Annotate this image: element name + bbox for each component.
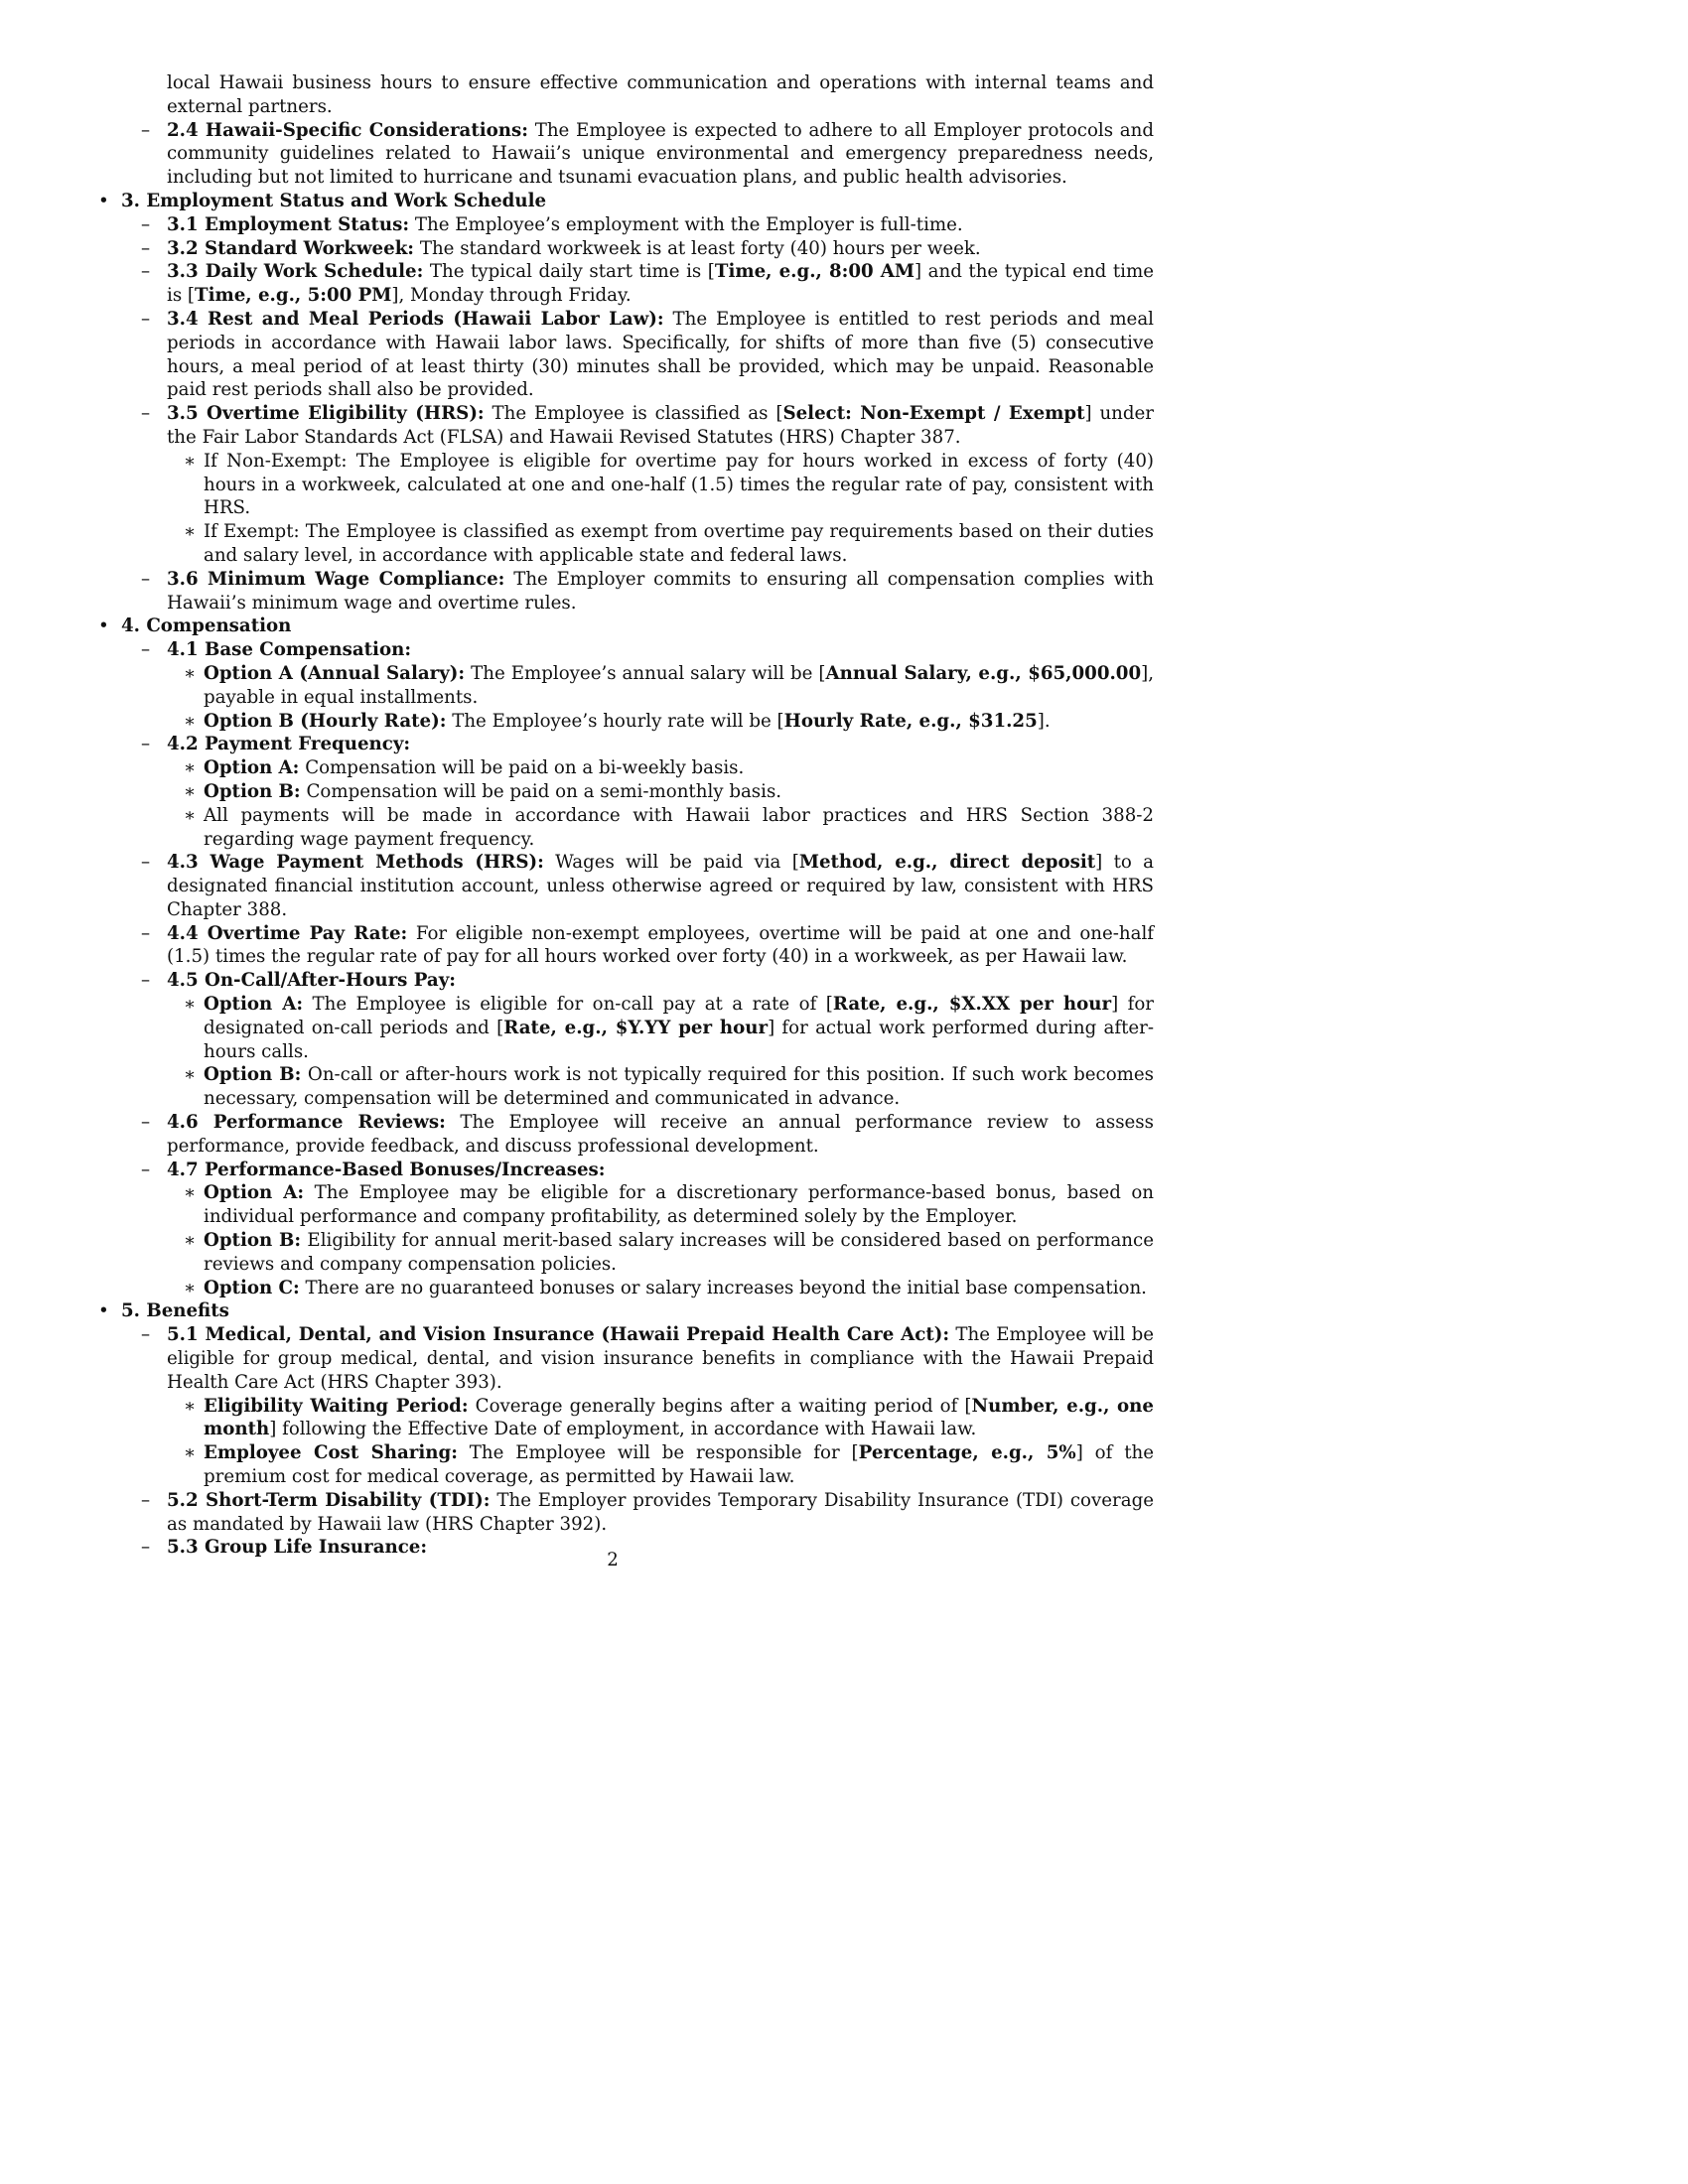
section-5-1 [95, 1323, 1154, 1489]
dash-marker: – [141, 119, 151, 141]
bullet-marker: • [98, 615, 109, 637]
item-text: On-call or after-hours work is not typically required for this position. If such work becomes necessary, compensation will be determined and communicated in advance. [204, 1064, 1154, 1110]
section-text: The Employee will be eligible for group medical, dental, and vision insurance benefits in compliance with the Hawaii Prepaid Health Care Act (HRS Chapter 393). [167, 1324, 1154, 1393]
section-text: The Employee will receive an annual performance review to assess performance, provide feedback, and discuss professional development. [167, 1112, 1154, 1157]
item-text: There are no guaranteed bonuses or salary increases beyond the initial base compensation. [305, 1277, 1147, 1298]
asterisk-marker: ∗ [184, 450, 197, 472]
item-text: The Employee will be responsible for [ [469, 1442, 859, 1464]
dash-marker: – [141, 213, 151, 235]
item-text: If Exempt: The Employee is classified as exempt from overtime pay requirements based on their duties and salary level, in accordance with applicable state and federal laws. [204, 521, 1154, 566]
option-label: Option B: [204, 1230, 302, 1252]
item-text: ] of the premium cost for medical coverage, as permitted by Hawaii law. [204, 1442, 1154, 1488]
section-text: The Employee is expected to adhere to all Employer protocols and community guidelines related to Hawaii’s unique environmental and emergency preparedness needs, including but not limited to hurricane and tsunami evacuation plans, and public health advisories. [167, 119, 1154, 189]
asterisk-marker: ∗ [184, 780, 197, 802]
sections-list [95, 190, 1154, 1560]
asterisk-marker: ∗ [184, 757, 197, 779]
item-text: ]. [1037, 710, 1051, 732]
placeholder-field: Rate, e.g., $X.XX per hour [832, 994, 1112, 1016]
section-title: 4.6 Performance Reviews: [167, 1112, 446, 1134]
section-title: 3.3 Daily Work Schedule: [167, 261, 424, 283]
section-3 [95, 190, 1154, 614]
section-text: The Employee’s employment with the Employer is full-time. [414, 213, 963, 235]
section-title: 5.2 Short-Term Disability (TDI): [167, 1489, 491, 1511]
section-4-2 [95, 733, 1154, 851]
asterisk-marker: ∗ [184, 1442, 197, 1464]
dash-marker: – [141, 261, 151, 283]
list-item [167, 1181, 1154, 1229]
list-item [167, 1229, 1154, 1277]
list-item [167, 780, 1154, 804]
option-label: Option A (Annual Salary): [204, 662, 466, 684]
list-item [167, 520, 1154, 568]
list-item [167, 662, 1154, 710]
list-item [167, 1277, 1154, 1300]
dash-marker: – [141, 403, 151, 425]
asterisk-marker: ∗ [184, 994, 197, 1016]
placeholder-field: Rate, e.g., $Y.YY per hour [503, 1017, 769, 1038]
section-title: 4.3 Wage Payment Methods (HRS): [167, 852, 544, 874]
section-text: For eligible non-exempt employees, overtime will be paid at one and one-half (1.5) times the regular rate of pay for all hours worked over forty (40) in a workweek, as per Hawaii law. [167, 922, 1154, 968]
section-text: The Employer provides Temporary Disability Insurance (TDI) coverage as mandated by Hawaii law (HRS Chapter 392). [167, 1489, 1154, 1535]
list-item [167, 993, 1154, 1063]
asterisk-marker: ∗ [184, 1064, 197, 1086]
section-4-3 [95, 851, 1154, 921]
dash-marker: – [141, 1159, 151, 1180]
placeholder-field: Annual Salary, e.g., $65,000.00 [825, 662, 1142, 684]
section-3-5 [95, 402, 1154, 568]
item-text: ] for actual work performed during after-hours calls. [204, 1017, 1154, 1062]
dash-marker: – [141, 308, 151, 330]
section-4-4 [95, 922, 1154, 970]
option-label: Option B: [204, 780, 301, 802]
section-3-4 [95, 308, 1154, 402]
option-label: Employee Cost Sharing: [204, 1442, 458, 1464]
option-label: Option B (Hourly Rate): [204, 710, 447, 732]
section-4-1 [95, 638, 1154, 733]
section-title: 4.1 Base Compensation: [167, 639, 412, 661]
section-heading: 5. Benefits [121, 1300, 229, 1322]
section-title: 5.1 Medical, Dental, and Vision Insurance (Hawaii Prepaid Health Care Act): [167, 1324, 950, 1346]
placeholder-field: Percentage, e.g., 5% [858, 1442, 1076, 1464]
option-label: Option A: [204, 994, 304, 1016]
bullet-marker: • [98, 1300, 109, 1322]
list-item [167, 1063, 1154, 1111]
list-item [167, 450, 1154, 520]
section-3-6 [95, 568, 1154, 615]
section-title: 4.4 Overtime Pay Rate: [167, 922, 408, 944]
item-text: The Employee’s annual salary will be [ [471, 662, 826, 684]
item-text: Compensation will be paid on a bi-weekly basis. [305, 757, 745, 779]
dash-marker: – [141, 237, 151, 259]
section-title: 3.2 Standard Workweek: [167, 237, 415, 259]
asterisk-marker: ∗ [184, 1277, 197, 1298]
section-3-2 [95, 237, 1154, 261]
list-item [167, 804, 1154, 852]
section-title: 3.1 Employment Status: [167, 213, 410, 235]
dash-marker: – [141, 1112, 151, 1134]
section-text: The Employer commits to ensuring all compensation complies with Hawaii’s minimum wage and overtime rules. [167, 568, 1154, 614]
section-title: 3.5 Overtime Eligibility (HRS): [167, 403, 485, 425]
section-title: 4.5 On-Call/After-Hours Pay: [167, 970, 456, 992]
section-text: ] under the Fair Labor Standards Act (FLSA) and Hawaii Revised Statutes (HRS) Chapter 387. [167, 403, 1154, 448]
section-text: ] and the typical end time is [ [167, 261, 1154, 307]
item-text: Eligibility for annual merit-based salary increases will be considered based on performance reviews and company compensation policies. [204, 1230, 1154, 1275]
option-label: Option C: [204, 1277, 300, 1298]
list-item [167, 1441, 1154, 1489]
item-text: ], payable in equal installments. [204, 662, 1155, 708]
option-label: Option A: [204, 1182, 305, 1204]
item-text: If Non-Exempt: The Employee is eligible for overtime pay for hours worked in excess of forty (40) hours in a workweek, calculated at one and one-half (1.5) times the regular rate of pay, consistent with HRS. [204, 450, 1154, 519]
item-text: Coverage generally begins after a waiting period of [ [475, 1395, 972, 1417]
continued-paragraph: local Hawaii business hours to ensure effective communication and operations with internal teams and external partners. [167, 72, 1154, 117]
section-text: Wages will be paid via [ [555, 852, 799, 874]
section-text: The Employee is classified as [ [492, 403, 783, 425]
item-text: The Employee may be eligible for a discretionary performance-based bonus, based on individual performance and company profitability, as determined solely by the Employer. [204, 1182, 1154, 1228]
dash-marker: – [141, 852, 151, 874]
dash-marker: – [141, 922, 151, 944]
dash-marker: – [141, 639, 151, 661]
item-text: The Employee is eligible for on-call pay at a rate of [ [312, 994, 833, 1016]
section-text: The standard workweek is at least forty (40) hours per week. [419, 237, 981, 259]
section-heading: 4. Compensation [121, 615, 292, 637]
dash-marker: – [141, 734, 151, 755]
section-title: 5.3 Group Life Insurance: [167, 1537, 428, 1559]
section-3-3 [95, 260, 1154, 308]
list-item [167, 1395, 1154, 1442]
option-label: Option B: [204, 1064, 302, 1086]
dash-marker: – [141, 970, 151, 992]
asterisk-marker: ∗ [184, 710, 197, 732]
section-5 [95, 1299, 1154, 1560]
item-text: All payments will be made in accordance with Hawaii labor practices and HRS Section 388-2 regarding wage payment frequency. [204, 804, 1154, 850]
asterisk-marker: ∗ [184, 1182, 197, 1204]
page-number: 2 [607, 1550, 619, 1570]
section-text: ] to a designated financial institution account, unless otherwise agreed or required by law, consistent with HRS Chapter 388. [167, 852, 1154, 920]
section-title: 3.6 Minimum Wage Compliance: [167, 568, 505, 590]
section-4-5 [95, 969, 1154, 1111]
dash-marker: – [141, 1489, 151, 1511]
asterisk-marker: ∗ [184, 1395, 197, 1417]
section-title: 3.4 Rest and Meal Periods (Hawaii Labor Law): [167, 308, 664, 330]
placeholder-field: Select: Non-Exempt / Exempt [782, 403, 1085, 425]
list-item [167, 710, 1154, 734]
dash-marker: – [141, 1537, 151, 1559]
section-4-6 [95, 1111, 1154, 1159]
page-content [95, 71, 1154, 1560]
dash-marker: – [141, 1324, 151, 1346]
section-3-1 [95, 213, 1154, 237]
section-title: 2.4 Hawaii-Specific Considerations: [167, 119, 528, 141]
placeholder-field: Hourly Rate, e.g., $31.25 [783, 710, 1038, 732]
section-heading: 3. Employment Status and Work Schedule [121, 190, 547, 211]
asterisk-marker: ∗ [184, 521, 197, 543]
section-text: ], Monday through Friday. [391, 285, 632, 307]
placeholder-field: Time, e.g., 8:00 AM [714, 261, 915, 283]
bullet-marker: • [98, 190, 109, 211]
placeholder-field: Number, e.g., one month [204, 1395, 1154, 1440]
item-text: Compensation will be paid on a semi-monthly basis. [306, 780, 782, 802]
section-4-7 [95, 1159, 1154, 1300]
option-label: Option A: [204, 757, 300, 779]
section-title: 4.2 Payment Frequency: [167, 734, 411, 755]
section-title: 4.7 Performance-Based Bonuses/Increases: [167, 1159, 606, 1180]
section-text: The Employee is entitled to rest periods and meal periods in accordance with Hawaii labor laws. Specifically, for shifts of more than five (5) consecutive hours, a meal period of at least thirty (30) minutes shall be provided, which may be unpaid. Reasonable paid rest periods shall also be provided. [167, 308, 1154, 401]
placeholder-field: Method, e.g., direct deposit [798, 852, 1096, 874]
dash-marker: – [141, 568, 151, 590]
placeholder-field: Time, e.g., 5:00 PM [195, 285, 392, 307]
section-2-4 [95, 119, 1154, 190]
section-text: The typical daily start time is [ [429, 261, 715, 283]
asterisk-marker: ∗ [184, 1230, 197, 1252]
item-text: ] following the Effective Date of employment, in accordance with Hawaii law. [269, 1419, 977, 1440]
list-item [167, 756, 1154, 780]
asterisk-marker: ∗ [184, 804, 197, 826]
asterisk-marker: ∗ [184, 662, 197, 684]
item-text: ] for designated on-call periods and [ [204, 994, 1154, 1038]
option-label: Eligibility Waiting Period: [204, 1395, 469, 1417]
section-4 [95, 614, 1154, 1299]
item-text: The Employee’s hourly rate will be [ [452, 710, 784, 732]
section-5-2 [95, 1489, 1154, 1537]
